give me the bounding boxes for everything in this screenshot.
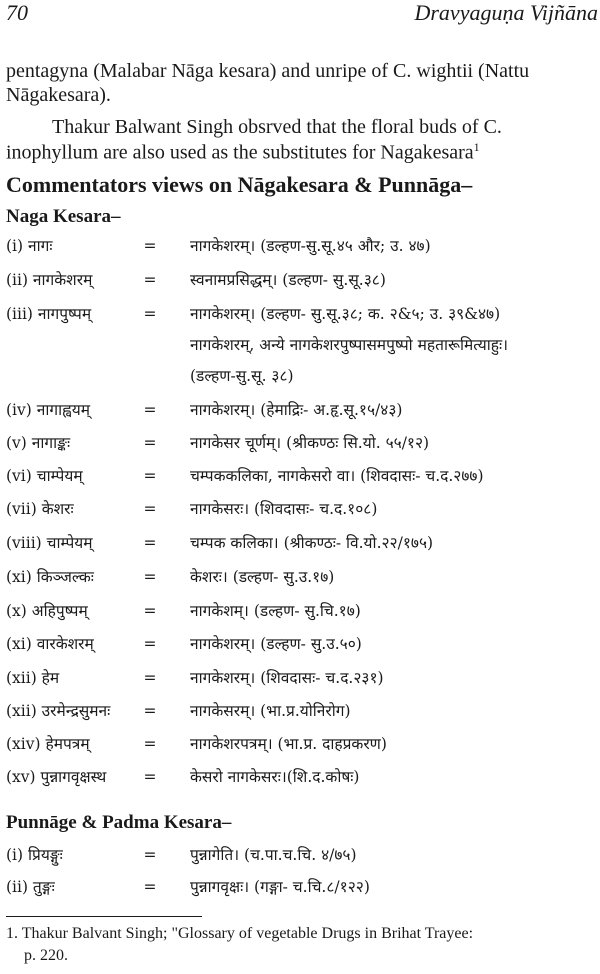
list-item-definition: नागकेशरम्। (डल्हण- सु.उ.५०)	[190, 635, 362, 653]
list-item-definition: नागकेशरम्। (डल्हण- सु.सू.३८; क. २&५; उ. ३९&४७)	[190, 305, 501, 323]
equals-sign: =	[143, 534, 157, 552]
list-item-definition: नागकेसरम्। (भा.प्र.योनिरोग)	[190, 702, 351, 720]
list-item-term: (xi) किञ्जल्कः	[6, 568, 94, 586]
list-item-term: (viii) चाम्पेयम्	[6, 534, 93, 552]
list-item-definition: केसरो नागकेसरः।(शि.द.कोषः)	[190, 768, 360, 786]
equals-sign: =	[143, 669, 157, 687]
equals-sign: =	[143, 635, 157, 653]
footnote-line: 1. Thakur Balvant Singh; "Glossary of vegetable Drugs in Brihat Trayee:	[6, 925, 474, 942]
list-item-term: (v) नागाङ्कः	[6, 434, 71, 452]
equals-sign: =	[143, 768, 157, 786]
footnote-line: p. 220.	[24, 947, 68, 964]
equals-sign: =	[143, 702, 157, 720]
list-item-term: (xi) वारकेशरम्	[6, 635, 94, 653]
footnote-marker: 1	[473, 140, 480, 154]
list-item-term: (xii) उरमेन्द्रसुमनः	[6, 702, 111, 720]
list-item-term: (ii) नागकेशरम्	[6, 271, 93, 289]
page-number: 70	[6, 0, 28, 25]
running-title: Dravyaguṇa Vijñāna	[414, 0, 598, 25]
equals-sign: =	[143, 237, 157, 255]
section-heading: Commentators views on Nāgakesara & Punnāga–	[6, 172, 473, 197]
paragraph-line	[6, 140, 480, 165]
paragraph-line: Nāgakesara).	[6, 84, 111, 106]
list-item-definition-cont: (डल्हण-सु.सू. ३८)	[190, 367, 294, 385]
list-item-definition: नागकेशरपत्रम्। (भा.प्र. दाहप्रकरण)	[190, 735, 387, 753]
list-item-term: (xv) पुन्नागवृक्षस्थ	[6, 768, 107, 786]
list-item-definition: चम्पक कलिका। (श्रीकण्ठः- वि.यो.२२/१७५)	[190, 534, 434, 552]
equals-sign: =	[143, 735, 157, 753]
footnote-divider	[6, 916, 202, 917]
equals-sign: =	[143, 305, 157, 323]
subsection-title-punnaga: Punnāge & Padma Kesara–	[6, 812, 232, 833]
list-item-term: (vii) केशरः	[6, 500, 74, 518]
list-item-term: (iii) नागपुष्पम्	[6, 305, 92, 323]
paragraph-text: inophyllum are also used as the substitutes for Nagakesara	[6, 141, 474, 164]
paragraph-line: Thakur Balwant Singh obsrved that the floral buds of C.	[52, 116, 502, 138]
list-item-definition: स्वनामप्रसिद्धम्। (डल्हण- सु.सू.३८)	[190, 271, 386, 289]
equals-sign: =	[143, 467, 157, 485]
list-item-term: (i) प्रियङ्गुः	[6, 846, 63, 864]
equals-sign: =	[143, 271, 157, 289]
equals-sign: =	[143, 500, 157, 518]
list-item-definition: नागकेसरः। (शिवदासः- च.द.१०८)	[190, 500, 378, 518]
list-item-definition: चम्पककलिका, नागकेसरो वा। (शिवदासः- च.द.२७७)	[190, 467, 484, 485]
equals-sign: =	[143, 568, 157, 586]
list-item-definition: नागकेशरम्। (डल्हण-सु.सू.४५ और; उ. ४७)	[190, 237, 431, 255]
list-item-term: (iv) नागाह्वयम्	[6, 401, 91, 419]
list-item-term: (xii) हेम	[6, 669, 60, 687]
list-item-definition-cont: नागकेशरम्, अन्ये नागकेशरपुष्पासमपुष्पो महतारूमित्याहुः।	[190, 336, 509, 354]
paragraph-line: pentagyna (Malabar Nāga kesara) and unripe of C. wightii (Nattu	[6, 60, 530, 82]
list-item-term: (xiv) हेमपत्रम्	[6, 735, 90, 753]
equals-sign: =	[143, 602, 157, 620]
equals-sign: =	[143, 434, 157, 452]
equals-sign: =	[143, 846, 157, 864]
list-item-definition: नागकेशरम्। (हेमाद्रिः- अ.हृ.सू.१५/४३)	[190, 401, 403, 419]
list-item-definition: नागकेशरम्। (शिवदासः- च.द.२३१)	[190, 669, 384, 687]
list-item-definition: पुन्नागेति। (च.पा.च.चि. ४/७५)	[190, 846, 357, 864]
equals-sign: =	[143, 401, 157, 419]
list-item-term: (i) नागः	[6, 237, 53, 255]
list-item-term: (ii) तुङ्गः	[6, 878, 55, 896]
subsection-title-naga: Naga Kesara–	[6, 206, 121, 227]
list-item-definition: केशरः। (डल्हण- सु.उ.१७)	[190, 568, 335, 586]
list-item-term: (x) अहिपुष्पम्	[6, 602, 88, 620]
list-item-definition: नागकेसर चूर्णम्। (श्रीकण्ठः सि.यो. ५५/१२)	[190, 434, 430, 452]
list-item-term: (vi) चाम्पेयम्	[6, 467, 83, 485]
equals-sign: =	[143, 878, 157, 896]
list-item-definition: नागकेशम्। (डल्हण- सु.चि.१७)	[190, 602, 361, 620]
list-item-definition: पुन्नागवृक्षः। (गङ्गा- च.चि.८/१२२)	[190, 878, 370, 896]
